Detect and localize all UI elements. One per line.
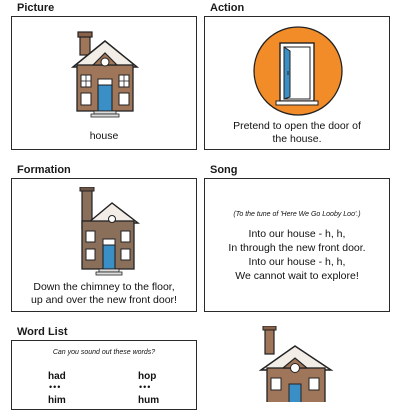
song-card [204, 178, 390, 312]
word-list-prompt: Can you sound out these words? [52, 349, 156, 356]
song-line: Into our house - h, h, [248, 228, 346, 240]
picture-heading: Picture [17, 2, 55, 14]
song-line: Into our house - h, h, [248, 256, 346, 268]
letter-h-house-icon [68, 187, 148, 277]
formation-heading: Formation [17, 164, 71, 176]
picture-card [11, 16, 197, 150]
song-line: We cannot wait to explore! [235, 270, 359, 282]
word-item: hop [138, 371, 157, 382]
house-icon [257, 326, 337, 402]
song-tune-note: (To the tune of 'Here We Go Looby Loo'.) [233, 211, 361, 218]
picture-caption: house [89, 130, 119, 142]
action-heading: Action [210, 2, 245, 14]
word-item: hum [138, 395, 160, 406]
open-door-icon [252, 25, 344, 117]
formation-text-line1: Down the chimney to the floor, [33, 281, 175, 293]
word-item: had [48, 371, 66, 382]
formation-card [11, 178, 197, 312]
word-list-heading: Word List [17, 326, 68, 338]
song-line: In through the new front door. [228, 242, 366, 254]
song-heading: Song [210, 164, 238, 176]
action-card [204, 16, 390, 150]
word-item: him [48, 395, 66, 406]
house-icon [65, 29, 145, 121]
formation-text-line2: up and over the new front door! [31, 294, 177, 306]
sound-button-dots: ••• [49, 382, 62, 392]
action-text-line2: the house. [272, 133, 322, 145]
house-drawing [73, 32, 137, 117]
action-text-line1: Pretend to open the door of [233, 120, 361, 132]
sound-button-dots: ••• [139, 382, 152, 392]
